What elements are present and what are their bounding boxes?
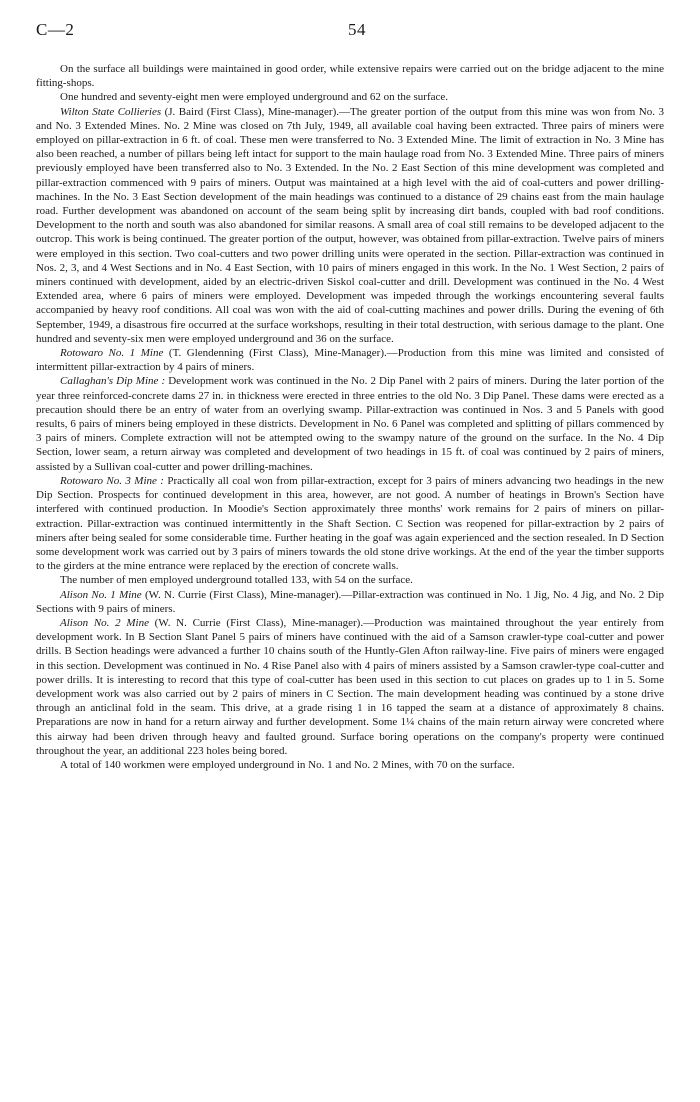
paragraph-alison-employment: A total of 140 workmen were employed underground in No. 1 and No. 2 Mines, with 70 on the surface. [60,758,515,771]
mine-name: Alison No. 1 Mine [60,588,142,601]
document-code: C—2 [36,20,75,39]
paragraph-wilton-state-collieries: Wilton State Collieries (J. Baird (First Class), Mine-manager).—The greater portion of the output from this mine was won from No. 3 and No. 3 Extended Mines. No. 2 Mine was closed on 7th July, 1949, all available coal having been extracted. Three pairs of miners were employed on pillar-extraction in 6 ft. of coal. These men were transferred to No. 3 Extended Mine. The limit of extraction in No. 3 Mine has also been reached, a number of pillars being left intact for support to the main haulage road from No. 3 Extended Mine. Three pairs of miners previously employed have been transferred also to No. 3 Extended. In the No. 2 East Section of this mine development was completed and pillar-extraction commenced with 9 pairs of miners. Output was maintained at a high level with the aid of coal-cutters and power drilling-machines. In the No. 3 East Section development of the main headings was continued to a distance of 29 chains east from the main haulage road. Further development was abandoned on account of the seam being split by increasing dirt bands, coupled with bad roof conditions. Development to the north and south was also abandoned for similar reasons. A small area of coal still remains to be developed adjacent to the outcrop. This work is being continued. The greater portion of the output, however, was obtained from pillar-extraction. Twelve pairs of miners were employed in this section. Two coal-cutters and two power drilling units were operated in the section. Pillar-extraction was continued in Nos. 2, 3, and 4 West Sections and in No. 4 East Section, with 10 pairs of miners engaged in this work. In the No. 1 West Section, 2 pairs of miners continued with development, aided by an electric-driven Siskol coal-cutter and drill. Development was continued in the No. 4 West Extended area, where 6 pairs of miners were employed. Development was impeded through the workings encountering several faults accompanied by heavy roof conditions. All coal was won with the aid of coal-cutting machines and power drills. During the evening of 6th September, 1949, a disastrous fire occurred at the surface workshops, resulting in their total destruction, with serious damage to the plant. One hundred and seventy-six men were employed underground and 36 on the surface. [36,105,664,345]
paragraph-surface-buildings: On the surface all buildings were maintained in good order, while extensive repairs were carried out on the bridge adjacent to the mine fitting-shops. [36,63,664,90]
mine-name: Rotowaro No. 3 Mine : [60,474,164,487]
mine-name: Alison No. 2 Mine [60,616,149,629]
report-body [36,62,664,772]
paragraph-rotowaro-no-1: Rotowaro No. 1 Mine (T. Glendenning (First Class), Mine-Manager).—Production from this mine was limited and consisted of intermittent pillar-extraction by 4 pairs of miners. [36,347,664,374]
mine-name: Rotowaro No. 1 Mine [60,347,164,360]
page-header [36,20,660,44]
mine-name: Callaghan's Dip Mine : [60,375,166,388]
mine-name: Wilton State Collieries [60,105,162,118]
paragraph-rotowaro-employment: The number of men employed underground totalled 133, with 54 on the surface. [60,574,413,587]
paragraph-alison-no-2: Alison No. 2 Mine (W. N. Currie (First Class), Mine-manager).—Production was maintained throughout the year entirely from development work. In B Section Slant Panel 5 pairs of miners have continued with the aid of a Samson crawler-type coal-cutter and power drills. B Section headings were advanced a further 10 chains south of the Huntly-Glen Afton railway-line. Five pairs of miners were engaged in this section. Development was continued in No. 4 Rise Panel also with 4 pairs of miners assisted by a Samson crawler-type coal-cutter and power drills. It is interesting to record that this type of coal-cutter has been used in this section to cut places on grades up to 1 in 5. Some development work was also carried out by 2 pairs of miners in C Section. The main development heading was continued by a stone drive through an anticlinal fold in the seam. This drive, at a grade rising 1 in 16 tapped the seam at a distance of approximately 8 chains. Preparations are now in hand for a return airway and further development. Some 1¼ chains of the main return airway were concreted where this airway had been driven through heavy and faulted ground. Surface boring operations on the company's property were continued throughout the year, an additional 223 holes being bored. [36,616,664,757]
page-number: 54 [348,20,366,39]
paragraph-callaghans-dip: Callaghan's Dip Mine : Development work was continued in the No. 2 Dip Panel with 2 pairs of miners. During the later portion of the year three reinforced-concrete dams 27 in. in thickness were erected in three entries to the old No. 3 Dip Panel. These dams were erected as a precaution should there be an entry of water from an overlying swamp. Pillar-extraction was continued in Nos. 3 and 5 Panels with good results, 6 pairs of miners being employed in these districts. Development in No. 6 Panel was completed and splitting of pillars commenced by 3 pairs of miners. Complete extraction will not be attempted owing to the swampy nature of the ground on the surface. In the No. 4 Dip Section, lower seam, a return airway was completed and development of two headings in 15 ft. of coal was continued by 2 pairs of miners, assisted by a Sullivan coal-cutter and power drilling-machines. [36,375,664,473]
paragraph-alison-no-1: Alison No. 1 Mine (W. N. Currie (First Class), Mine-manager).—Pillar-extraction was continued in No. 1 Jig, No. 4 Jig, and No. 2 Dip Sections with 9 pairs of miners. [36,588,664,615]
paragraph-employment-summary: One hundred and seventy-eight men were employed underground and 62 on the surface. [60,91,449,104]
paragraph-rotowaro-no-3: Rotowaro No. 3 Mine : Practically all coal won from pillar-extraction, except for 3 pairs of miners advancing two headings in the new Dip Section. Prospects for continued development in this area, however, are not good. A number of heatings in Brown's Section have interfered with continued production. In Moodie's Section approximately three months' work remains for 2 pairs of miners on pillar-extraction. Pillar-extraction was continued intermittently in the Shaft Section. C Section was reopened for pillar-extraction by 2 pairs of miners after being sealed for some considerable time. Further heating in the goaf was again experienced and the section resealed. In D Section some development work was carried out by 3 pairs of miners towards the old stone drive workings. At the end of the year the timber supports to the girders at the mine entrance were replaced by the erection of concrete walls. [36,474,664,573]
